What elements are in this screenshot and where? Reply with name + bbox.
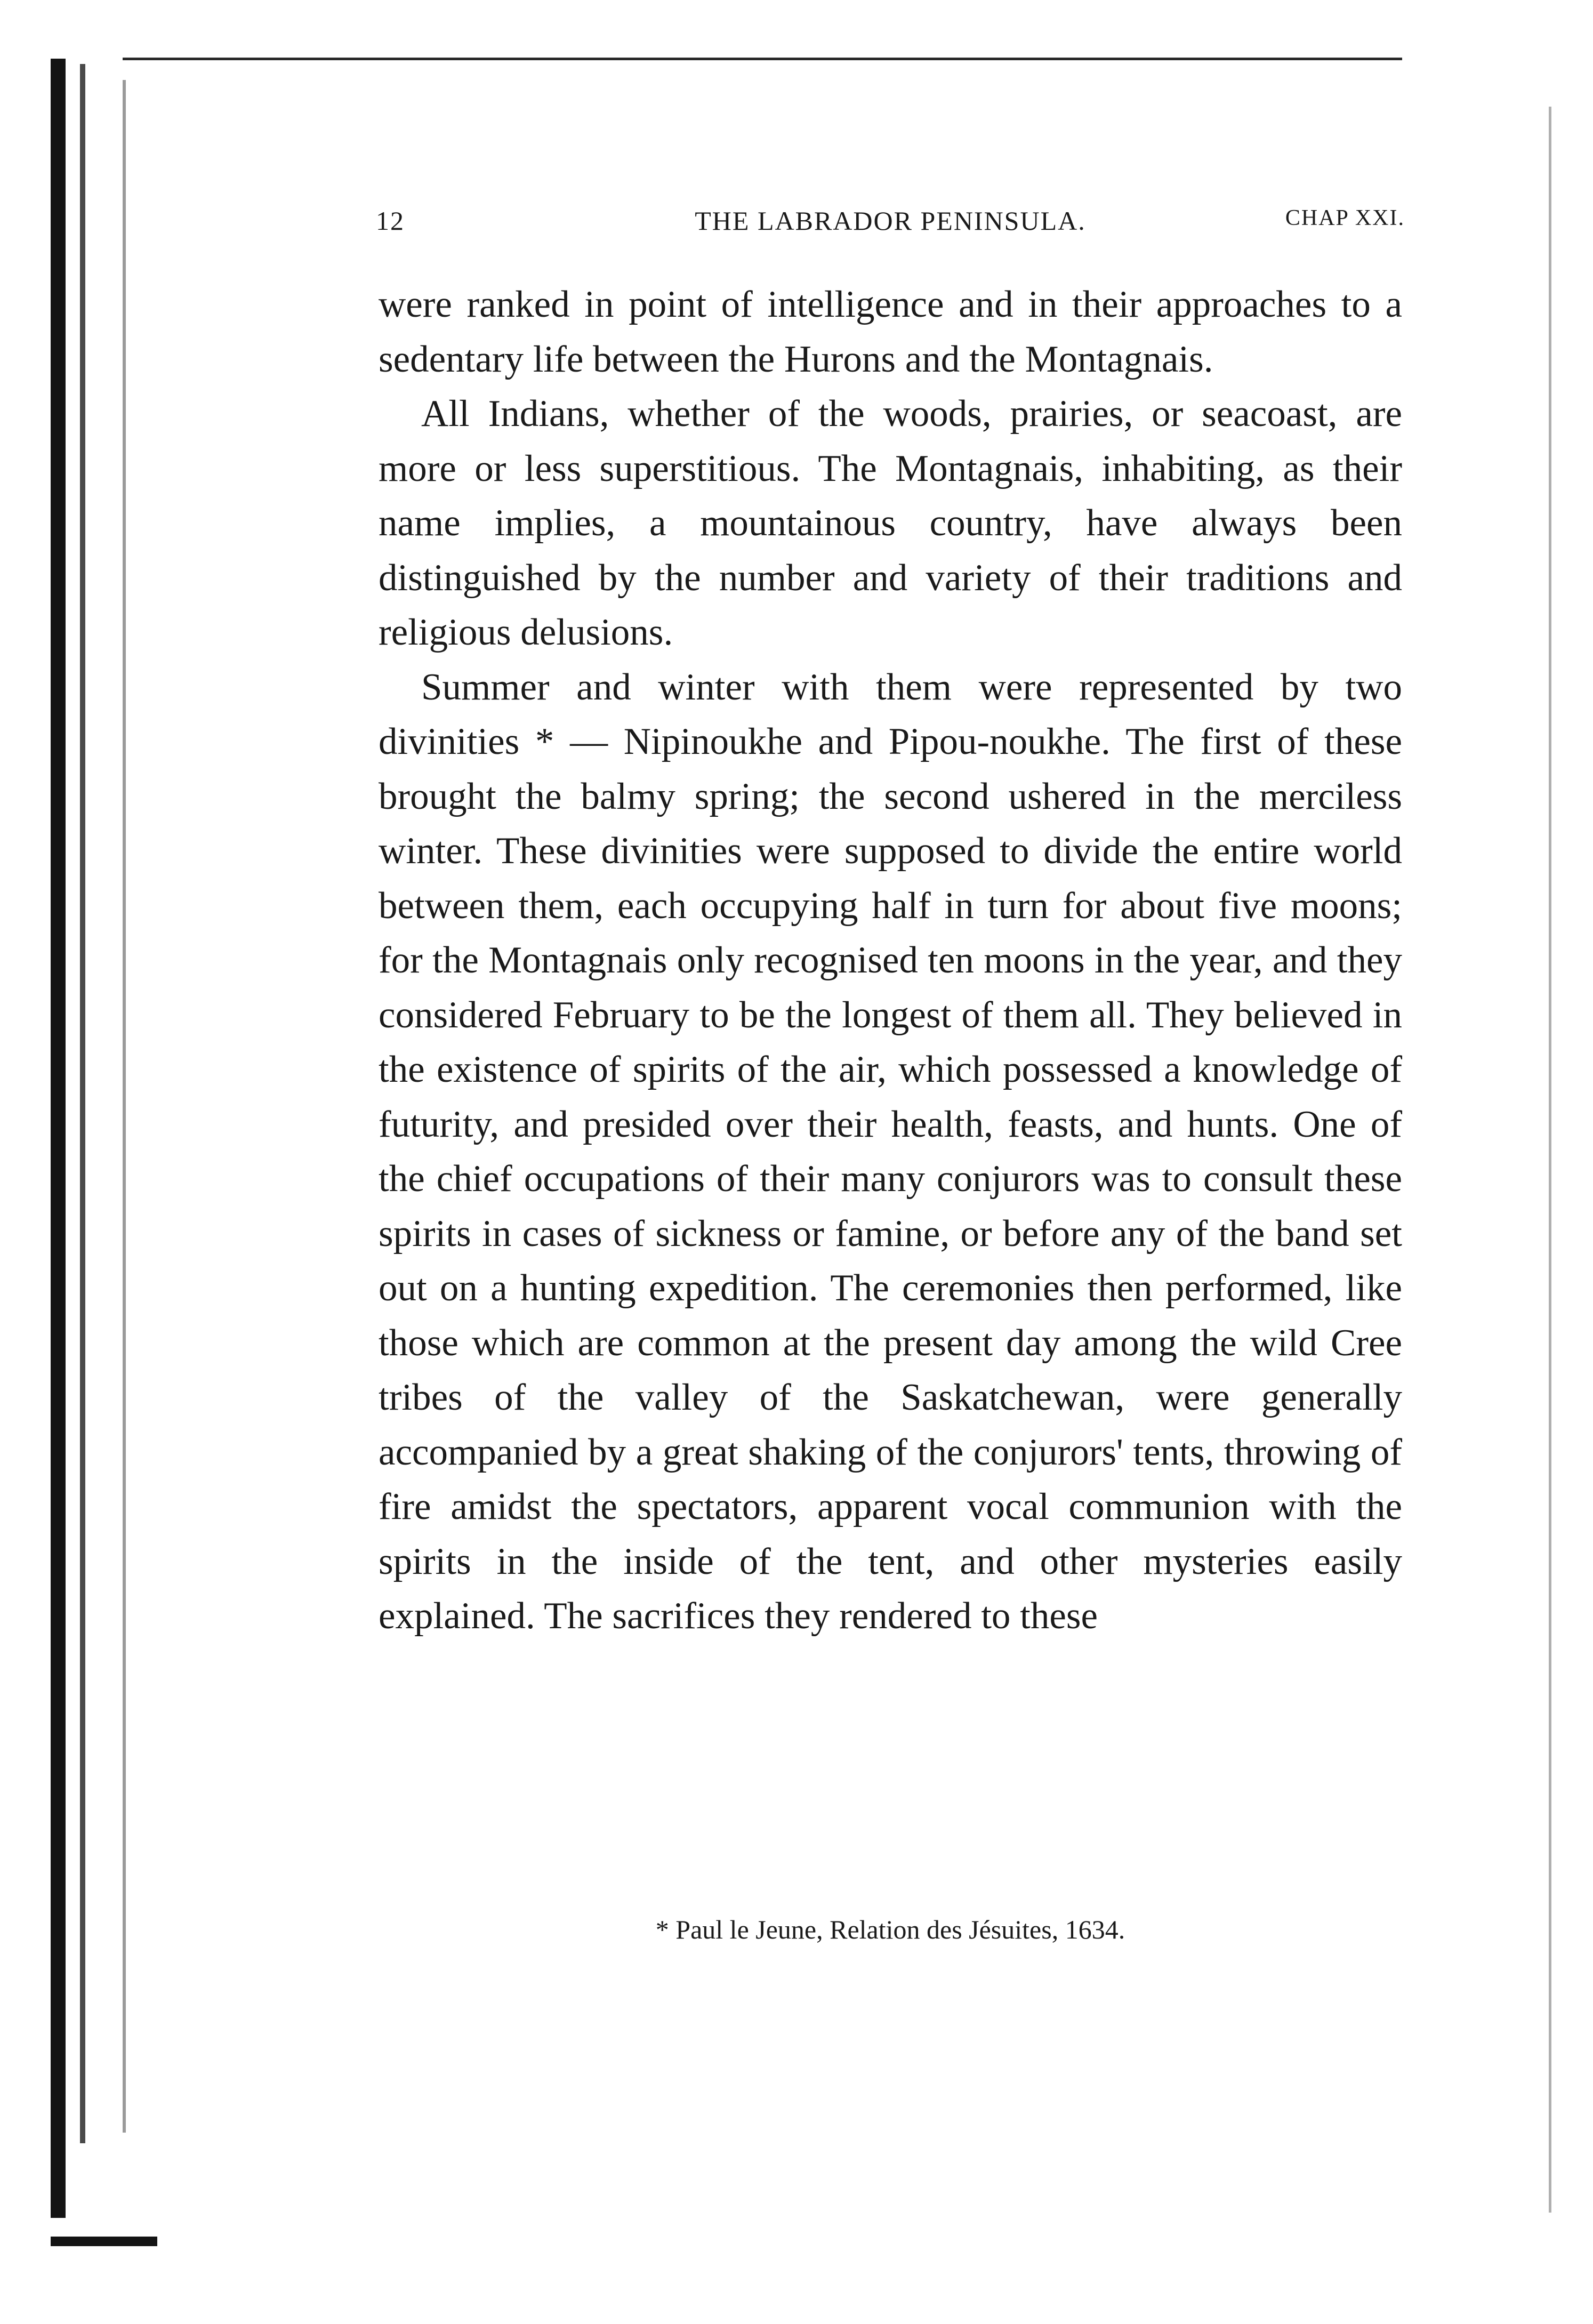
binding-edge-shadow [123,80,126,2133]
binding-edge-shadow [80,64,85,2143]
scan-top-rule [123,58,1402,60]
page-number: 12 [376,206,405,236]
binding-edge-shadow [51,59,66,2218]
running-header [376,205,1405,248]
paragraph: Summer and winter with them were represented by two divinities * — Nipinoukhe and Pipou-noukhe. The first of these brought the balmy spring; the second ushered in the merciless winter. These divinities were supposed to divide the entire world between them, each occupying half in turn for about five moons; for the Montagnais only recognised ten moons in the year, and they considered February to be the longest of them all. They believed in the existence of spirits of the air, which possessed a knowledge of futurity, and presided over their health, feasts, and hunts. One of the chief occupations of their many conjurors was to consult these spirits in cases of sickness or famine, or before any of the band set out on a hunting expedition. The ceremonies then performed, like those which are common at the present day among the wild Cree tribes of the valley of the Saskatchewan, were generally accompanied by a great shaking of the conjurors' tents, throwing of fire amidst the spectators, apparent vocal communion with the spirits in the inside of the tent, and other mysteries easily explained. The sacrifices they rendered to these [379,666,1402,1637]
body-text [379,277,1402,1644]
scan-right-edge [1549,107,1551,2213]
footnote: * Paul le Jeune, Relation des Jésuites, 1634. [655,1915,1125,1944]
scan-smudge [51,2237,157,2246]
paragraph: All Indians, whether of the woods, prairies, or seacoast, are more or less superstitious. The Montagnais, inhabiting, as their name implies, a mountainous country, have always been distinguished by the number and variety of their traditions and religious delusions. [379,393,1402,653]
running-title: THE LABRADOR PENINSULA. [695,206,1086,236]
chapter-label: CHAP XXI. [1285,206,1405,230]
paragraph: were ranked in point of intelligence and in their approaches to a sedentary life between the Hurons and the Montagnais. [379,284,1402,380]
